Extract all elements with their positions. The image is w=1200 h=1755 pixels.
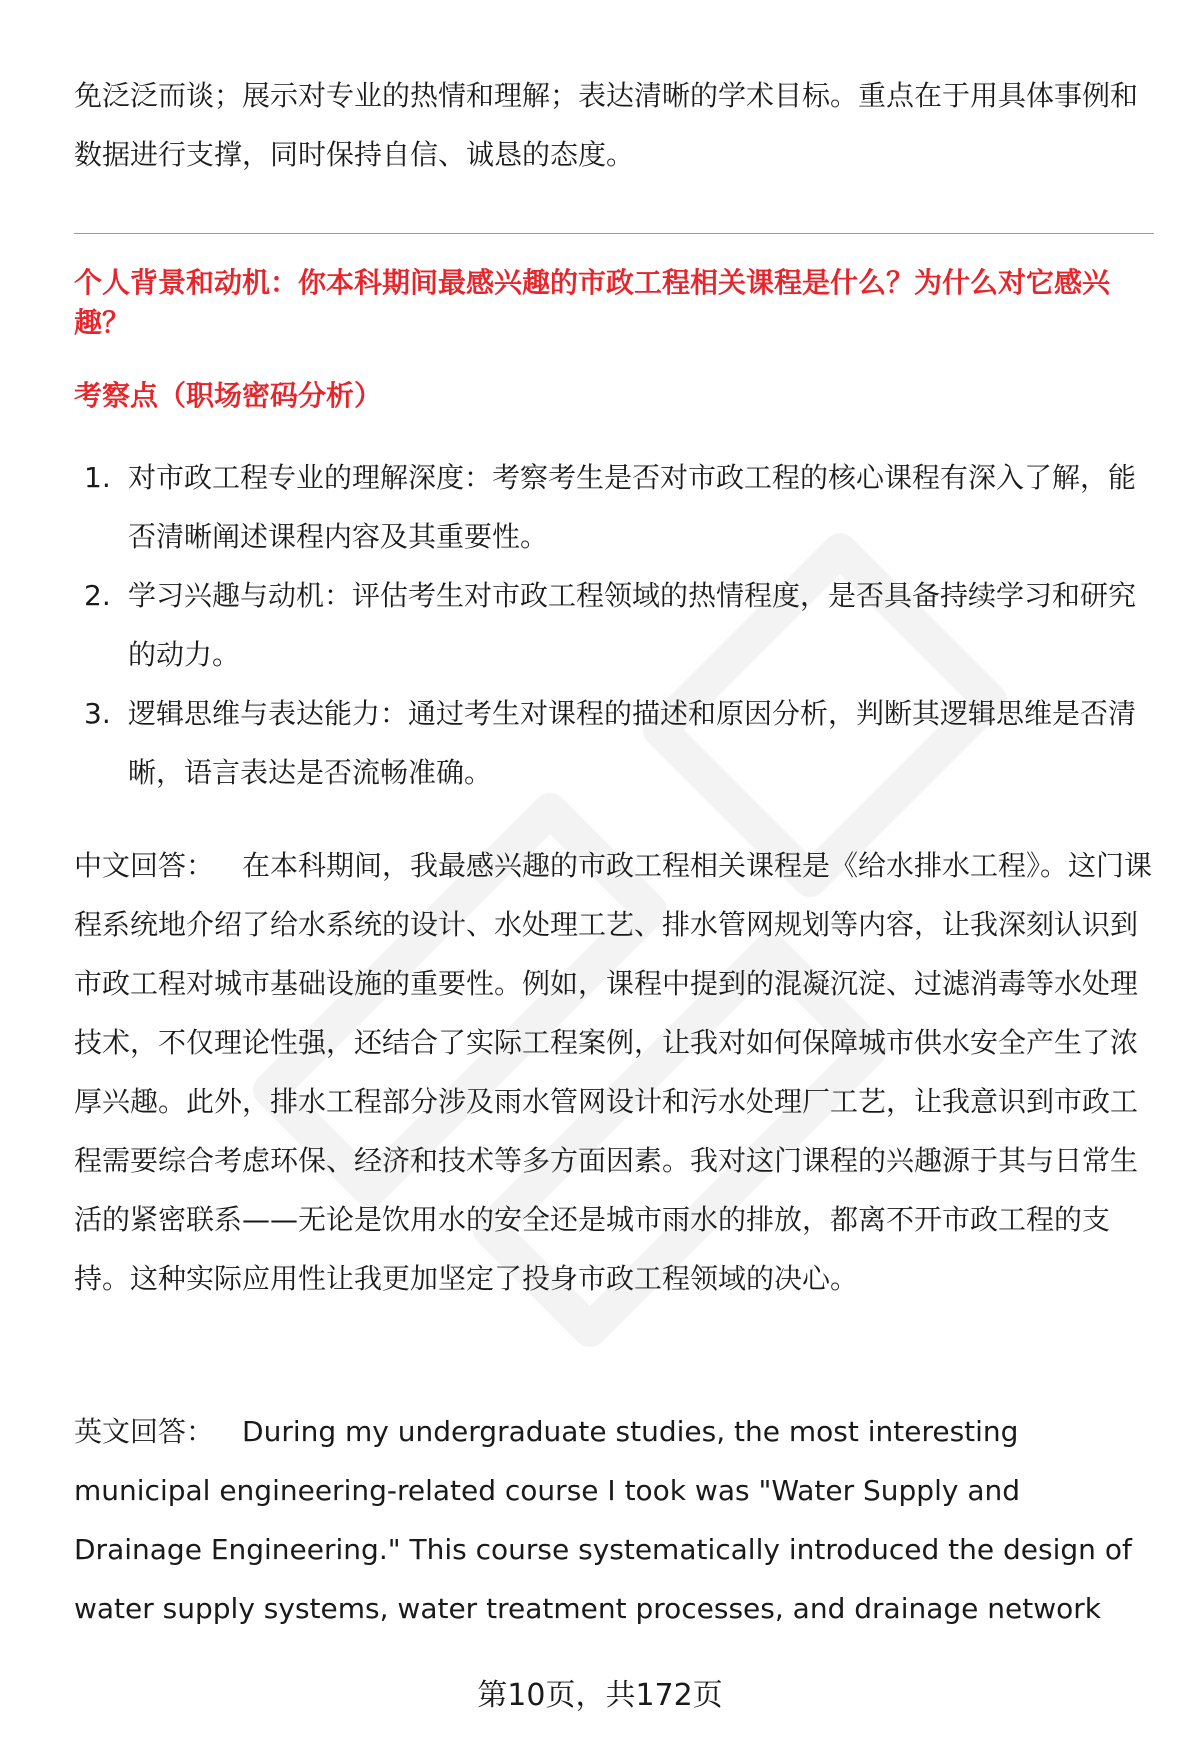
list-item — [74, 448, 1154, 566]
intro-paragraph: 免泛泛而谈；展示对专业的热情和理解；表达清晰的学术目标。重点在于用具体事例和数据进行支撑，同时保持自信、诚恳的态度。 — [74, 79, 1139, 171]
page-number-footer: 第10页，共172页 — [477, 1678, 723, 1713]
list-number: 2. — [84, 579, 111, 612]
chinese-answer — [74, 836, 1154, 1308]
section-divider — [74, 233, 1154, 234]
list-item — [74, 566, 1154, 684]
chinese-answer-text: 在本科期间，我最感兴趣的市政工程相关课程是《给水排水工程》。这门课程系统地介绍了给水系统的设计、水处理工艺、排水管网规划等内容，让我深刻认识到市政工程对城市基础设施的重要性。例如，课程中提到的混凝沉淀、过滤消毒等水处理技术，不仅理论性强，还结合了实际工程案例，让我对如何保障城市供水安全产生了浓厚兴趣。此外，排水工程部分涉及雨水管网设计和污水处理厂工艺，让我意识到市政工程需要综合考虑环保、经济和技术等多方面因素。我对这门课程的兴趣源于其与日常生活的紧密联系——无论是饮用水的安全还是城市雨水的排放，都离不开市政工程的支持。这种实际应用性让我更加坚定了投身市政工程领域的决心。 — [74, 849, 1153, 1295]
list-item-text: 逻辑思维与表达能力：通过考生对课程的描述和原因分析，判断其逻辑思维是否清晰，语言表达是否流畅准确。 — [128, 697, 1137, 789]
english-answer-label: 英文回答： — [74, 1415, 215, 1448]
assessment-points-list — [74, 448, 1154, 802]
list-item — [74, 684, 1154, 802]
english-answer — [74, 1402, 1154, 1638]
list-number: 3. — [84, 697, 111, 730]
chinese-answer-label: 中文回答： — [74, 849, 215, 882]
list-item-text: 学习兴趣与动机：评估考生对市政工程领域的热情程度，是否具备持续学习和研究的动力。 — [128, 579, 1137, 671]
question-heading: 个人背景和动机：你本科期间最感兴趣的市政工程相关课程是什么？为什么对它感兴趣？ — [74, 266, 1111, 339]
english-answer-text: During my undergraduate studies, the most interesting municipal engineering-related course I took was "Water Supply and Drainage Engineering." This course systematically introduced the design of water supply systems, water treatment processes, and drainage network — [74, 1415, 1132, 1625]
assessment-points-title: 考察点（职场密码分析） — [74, 379, 383, 412]
list-item-text: 对市政工程专业的理解深度：考察考生是否对市政工程的核心课程有深入了解，能否清晰阐述课程内容及其重要性。 — [128, 461, 1137, 553]
list-number: 1. — [84, 461, 111, 494]
